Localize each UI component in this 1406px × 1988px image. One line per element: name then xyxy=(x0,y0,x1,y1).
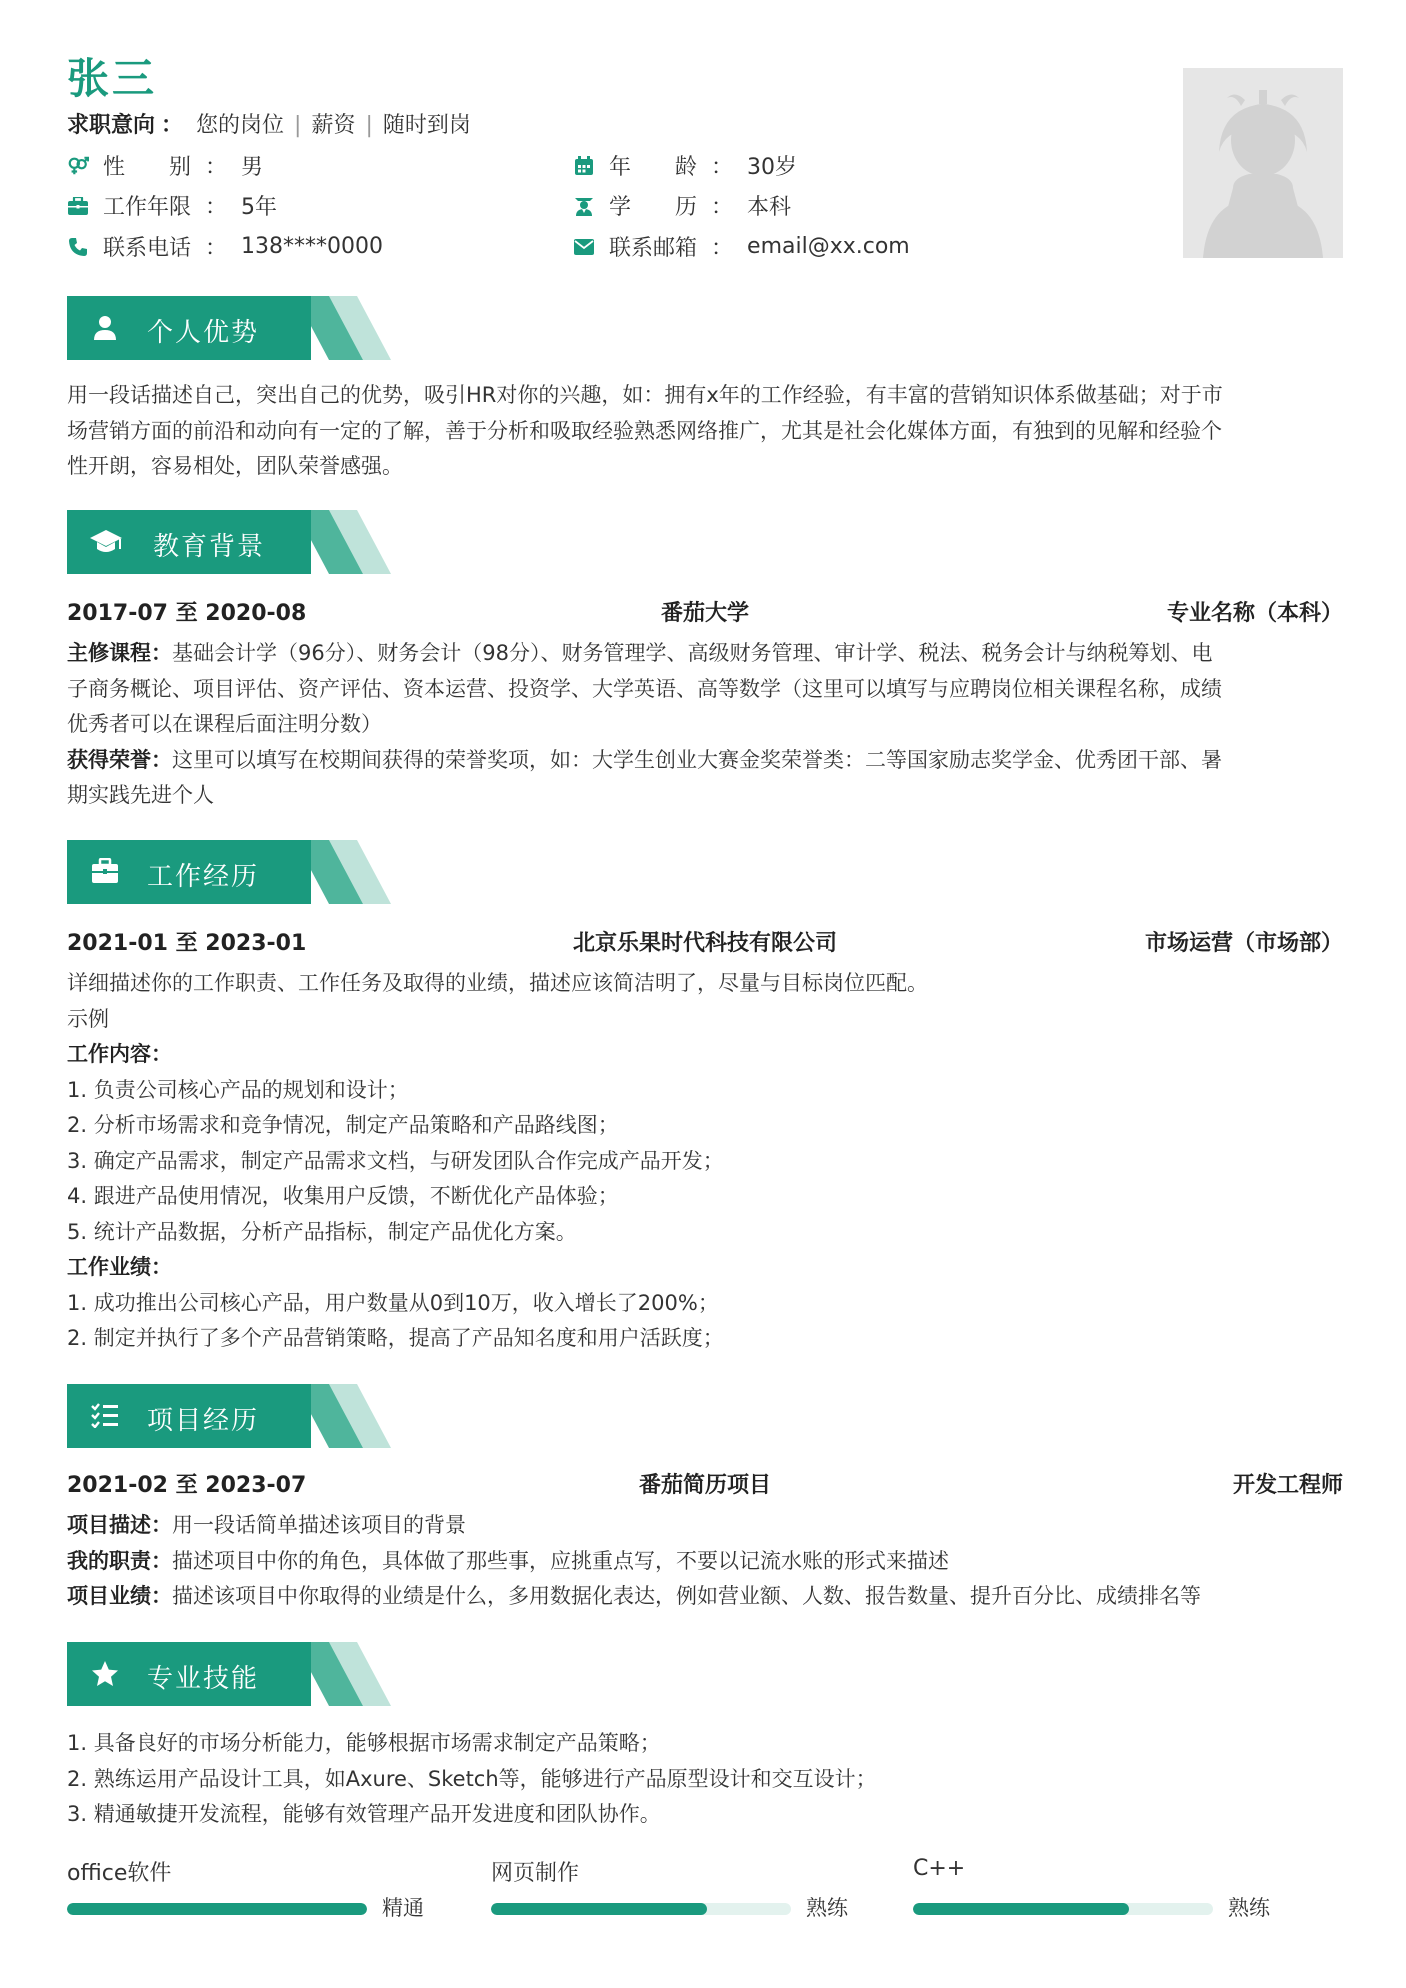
intent-position: 您的岗位 xyxy=(196,113,285,138)
user-icon xyxy=(91,314,119,342)
education-period: 2017-07 至 2020-08 xyxy=(67,601,307,626)
job-intent xyxy=(67,108,471,139)
section-header-work xyxy=(67,840,367,904)
list-icon xyxy=(91,1402,119,1430)
education-courses: 主修课程：基础会计学（96分）、财务会计（98分）、财务管理学、高级财务管理、审计学、税法、税务会计与纳税筹划、电 子商务概论、项目评估、资产评估、资本运营、投资学、大学英语、高等数学（这里可以填写与应聘岗位相关课程名称，成绩 优秀者可以在课程后面注明分数） 获得荣誉：这里可以填写在校期间获得的荣誉奖项，如：大学生创业大赛金奖荣誉类：二等国家励志奖学金、优秀团干部、暑 期实践先进个人 xyxy=(67,641,1222,807)
section-header-advantage xyxy=(67,296,367,360)
graduate-icon xyxy=(573,195,595,217)
gender-icon xyxy=(67,155,89,177)
info-education: 学 历 ： 本科 xyxy=(573,190,791,221)
skill-level: 熟练 xyxy=(806,1896,848,1920)
education-header-row xyxy=(67,596,1343,626)
skill-track xyxy=(67,1903,367,1915)
skill-name: 网页制作 xyxy=(491,1861,580,1886)
work-role: 市场运营（市场部） xyxy=(1144,931,1343,956)
education-school: 番茄大学 xyxy=(660,601,749,626)
info-phone: 联系电话 ： 138****0000 xyxy=(67,231,383,262)
section-title: 项目经历 xyxy=(147,1406,260,1436)
skill-track xyxy=(913,1903,1213,1915)
skill-name: C++ xyxy=(913,1856,966,1881)
skill-name: office软件 xyxy=(67,1861,172,1886)
section-title: 教育背景 xyxy=(153,532,266,562)
info-age: 年 龄 ： 30岁 xyxy=(573,150,797,181)
section-header-skills xyxy=(67,1642,367,1706)
job-intent-label: 求职意向 xyxy=(67,113,156,138)
skill-level: 熟练 xyxy=(1228,1896,1270,1920)
advantage-text: 用一段话描述自己，突出自己的优势，吸引HR对你的兴趣，如：拥有x年的工作经验，有丰富的营销知识体系做基础；对于市 场营销方面的前沿和动向有一定的了解，善于分析和吸取经验熟悉网络推广，尤其是社会化媒体方面，有独到的见解和经验个 性开朗，容易相处，团队荣誉感强。 xyxy=(67,383,1223,478)
avatar-photo xyxy=(1183,68,1343,258)
info-email: 联系邮箱 ： email@xx.com xyxy=(573,231,910,262)
project-period: 2021-02 至 2023-07 xyxy=(67,1473,307,1498)
candidate-name: 张三 xyxy=(67,54,158,103)
info-gender: 性 别 ： 男 xyxy=(67,150,263,181)
intent-availability: 随时到岗 xyxy=(382,113,471,138)
envelope-icon xyxy=(573,236,595,258)
info-years: 工作年限 ： 5年 xyxy=(67,190,277,221)
project-name: 番茄简历项目 xyxy=(638,1473,771,1498)
skill-track xyxy=(491,1903,791,1915)
project-role: 开发工程师 xyxy=(1232,1473,1343,1498)
skills-list: 1. 具备良好的市场分析能力，能够根据市场需求制定产品策略； 2. 熟练运用产品设计工具，如Axure、Sketch等，能够进行产品原型设计和交互设计； 3. 精通敏捷开发流程，能够有效管理产品开发进度和团队协作。 xyxy=(67,1731,877,1826)
intent-separator: | xyxy=(365,113,373,138)
project-details: 项目描述：用一段话简单描述该项目的背景 我的职责：描述项目中你的角色，具体做了那些事，应挑重点写，不要以记流水账的形式来描述 项目业绩：描述该项目中你取得的业绩是什么，多用数据化表达，例如营业额、人数、报告数量、提升百分比、成绩排名等 xyxy=(67,1513,1201,1608)
job-intent-colon: ： xyxy=(161,113,184,138)
work-company: 北京乐果时代科技有限公司 xyxy=(572,931,837,956)
section-title: 工作经历 xyxy=(147,862,260,892)
briefcase-icon xyxy=(91,858,119,886)
work-header-row xyxy=(67,926,1343,956)
skill-fill xyxy=(913,1903,1129,1915)
intent-separator: | xyxy=(294,113,302,138)
intent-salary: 薪资 xyxy=(311,113,356,138)
star-icon xyxy=(91,1660,119,1688)
work-details: 详细描述你的工作职责、工作任务及取得的业绩，描述应该简洁明了，尽量与目标岗位匹配。 示例 工作内容： 1. 负责公司核心产品的规划和设计； 2. 分析市场需求和竞争情况，制定产品策略和产品路线图； 3. 确定产品需求，制定产品需求文档，与研发团队合作完成产品开发； 4. 跟进产品使用情况，收集用户反馈，不断优化产品体验； 5. 统计产品数据，分析产品指标，制定产品优化方案。 工作业绩： 1. 成功推出公司核心产品，用户数量从0到10万，收入增长了200%； 2. 制定并执行了多个产品营销策略，提高了产品知名度和用户活跃度； xyxy=(67,971,928,1350)
phone-icon xyxy=(67,236,89,258)
education-major: 专业名称（本科） xyxy=(1166,601,1343,626)
section-title: 专业技能 xyxy=(147,1664,260,1694)
work-period: 2021-01 至 2023-01 xyxy=(67,931,307,956)
graduation-cap-icon xyxy=(89,528,123,556)
briefcase-icon xyxy=(67,195,89,217)
calendar-icon xyxy=(573,155,595,177)
skill-level: 精通 xyxy=(382,1896,424,1920)
skill-fill xyxy=(67,1903,367,1915)
skill-fill xyxy=(491,1903,707,1915)
section-title: 个人优势 xyxy=(147,318,260,348)
section-header-education xyxy=(67,510,367,574)
section-header-project xyxy=(67,1384,367,1448)
project-header-row xyxy=(67,1468,1343,1498)
